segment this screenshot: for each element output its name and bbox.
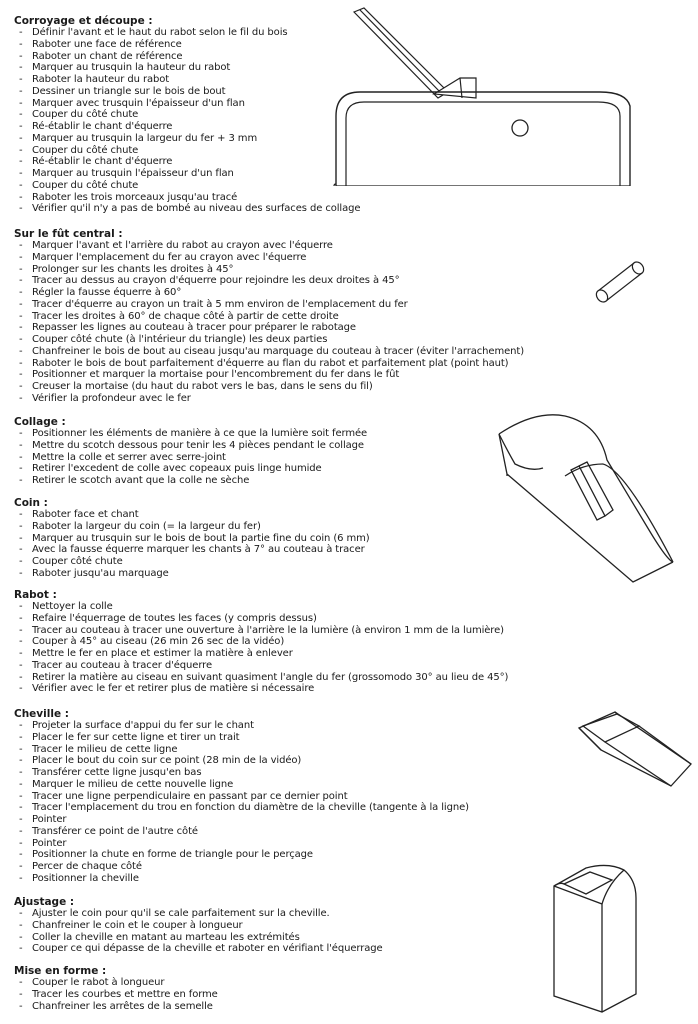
step-text: Raboter la largeur du coin (= la largeur du fer) <box>32 520 261 532</box>
step-item <box>14 556 370 568</box>
bullet-dash: - <box>19 1000 23 1012</box>
step-text: Positionner et marquer la mortaise pour l'encombrement du fer dans le fût <box>32 369 400 381</box>
step-item <box>14 977 218 989</box>
bullet-dash: - <box>19 298 23 310</box>
plane-body-drawing <box>495 410 685 590</box>
step-item <box>14 989 218 1001</box>
bullet-dash: - <box>19 624 23 636</box>
bullet-dash: - <box>19 977 23 988</box>
step-text: Vérifier la profondeur avec le fer <box>32 392 191 404</box>
step-text: Tracer au dessus au crayon d'équerre pour rejoindre les deux droites à 45° <box>32 275 400 287</box>
step-text: Repasser les lignes au couteau à tracer pour préparer le rabotage <box>32 322 356 334</box>
bullet-dash: - <box>19 601 23 612</box>
bullet-dash: - <box>19 814 23 826</box>
bullet-dash: - <box>19 825 23 837</box>
step-text: Coller la cheville en matant au marteau les extrémités <box>32 931 300 943</box>
bullet-dash: - <box>19 251 23 263</box>
step-item <box>14 943 383 955</box>
step-item <box>14 509 370 521</box>
step-item <box>14 826 469 838</box>
step-item <box>14 568 370 580</box>
step-text: Retirer le scotch avant que la colle ne sèche <box>32 475 250 487</box>
bullet-dash: - <box>19 357 23 369</box>
bullet-dash: - <box>19 144 23 156</box>
step-item <box>14 755 469 767</box>
section-title: Mise en forme : <box>14 965 107 977</box>
step-item <box>14 767 469 779</box>
step-item <box>14 156 360 168</box>
bullet-dash: - <box>19 240 23 251</box>
bullet-dash: - <box>19 731 23 743</box>
bullet-dash: - <box>19 334 23 346</box>
step-item <box>14 203 360 215</box>
bullet-dash: - <box>19 659 23 671</box>
step-item <box>14 920 383 932</box>
bullet-dash: - <box>19 931 23 943</box>
step-text: Couper côté chute <box>32 556 123 568</box>
step-text: Chanfreiner le bois de bout au ciseau jusqu'au marquage du couteau à tracer (éviter l'arrachement) <box>32 345 524 357</box>
step-text: Marquer au trusquin sur le bois de bout la partie fine du coin (6 mm) <box>32 532 370 544</box>
section-coin <box>14 497 370 580</box>
bullet-dash: - <box>19 988 23 1000</box>
bullet-dash: - <box>19 287 23 299</box>
step-item <box>14 51 360 63</box>
step-item <box>14 475 367 487</box>
section-ajustage <box>14 896 383 955</box>
bullet-dash: - <box>19 767 23 779</box>
step-text: Retirer l'excedent de colle avec copeaux puis linge humide <box>32 463 322 475</box>
bullet-dash: - <box>19 439 23 451</box>
step-text: Creuser la mortaise (du haut du rabot vers le bas, dans le sens du fil) <box>32 381 373 393</box>
step-text: Marquer le milieu de cette nouvelle ligne <box>32 778 234 790</box>
bullet-dash: - <box>19 121 23 133</box>
bullet-dash: - <box>19 778 23 790</box>
step-item <box>14 39 360 51</box>
step-item <box>14 802 469 814</box>
bullet-dash: - <box>19 50 23 62</box>
bullet-dash: - <box>19 463 23 475</box>
step-text: Nettoyer la colle <box>32 601 113 612</box>
bullet-dash: - <box>19 567 23 579</box>
bullet-dash: - <box>19 544 23 556</box>
bullet-dash: - <box>19 837 23 849</box>
bullet-dash: - <box>19 451 23 463</box>
step-item <box>14 463 367 475</box>
step-text: Tracer au couteau à tracer une ouverture à l'arrière le la lumière (à environ 1 mm de la lumière) <box>32 624 504 636</box>
step-item <box>14 74 360 86</box>
step-item <box>14 533 370 545</box>
dowel-pin-drawing <box>590 255 650 305</box>
wedge-block-drawing <box>550 862 640 1014</box>
step-text: Transférer cette ligne jusqu'en bas <box>32 767 202 779</box>
bullet-dash: - <box>19 509 23 520</box>
step-text: Transférer ce point de l'autre côté <box>32 825 198 837</box>
step-list <box>14 908 383 955</box>
step-item <box>14 252 524 264</box>
step-text: Mettre du scotch dessous pour tenir les 4 pièces pendant le collage <box>32 439 364 451</box>
step-text: Ré-établir le chant d'équerre <box>32 156 173 168</box>
bullet-dash: - <box>19 849 23 861</box>
step-item <box>14 369 524 381</box>
step-text: Tracer le milieu de cette ligne <box>32 743 178 755</box>
bullet-dash: - <box>19 109 23 121</box>
step-text: Chanfreiner les arrêtes de la semelle <box>32 1000 213 1012</box>
step-item <box>14 601 508 613</box>
bullet-dash: - <box>19 179 23 191</box>
bullet-dash: - <box>19 861 23 873</box>
bullet-dash: - <box>19 345 23 357</box>
step-list <box>14 720 469 885</box>
bullet-dash: - <box>19 671 23 683</box>
bullet-dash: - <box>19 428 23 439</box>
section-mise-en-forme <box>14 965 218 1012</box>
step-item <box>14 287 524 299</box>
step-item <box>14 264 524 276</box>
section-collage <box>14 416 367 487</box>
step-text: Tracer au couteau à tracer d'équerre <box>32 659 213 671</box>
step-item <box>14 168 360 180</box>
step-text: Tracer d'équerre au crayon un trait à 5 mm environ de l'emplacement du fer <box>32 298 408 310</box>
step-item <box>14 648 508 660</box>
bullet-dash: - <box>19 27 23 38</box>
bullet-dash: - <box>19 369 23 381</box>
step-item <box>14 393 524 405</box>
bullet-dash: - <box>19 908 23 919</box>
section-title: Sur le fût central : <box>14 228 123 240</box>
step-text: Mettre la colle et serrer avec serre-joint <box>32 451 226 463</box>
section-corroyage <box>14 15 360 215</box>
step-item <box>14 873 469 885</box>
step-text: Raboter jusqu'au marquage <box>32 567 169 579</box>
step-item <box>14 838 469 850</box>
step-item <box>14 334 524 346</box>
section-fut-central <box>14 228 524 405</box>
bullet-dash: - <box>19 790 23 802</box>
step-text: Tracer une ligne perpendiculaire en passant par ce dernier point <box>32 790 348 802</box>
step-item <box>14 192 360 204</box>
step-item <box>14 381 524 393</box>
bullet-dash: - <box>19 636 23 648</box>
section-title: Corroyage et découpe : <box>14 15 153 27</box>
bullet-dash: - <box>19 683 23 695</box>
bullet-dash: - <box>19 132 23 144</box>
step-item <box>14 908 383 920</box>
step-text: Couper à 45° au ciseau (26 min 26 sec de la vidéo) <box>32 636 285 648</box>
step-item <box>14 849 469 861</box>
step-item <box>14 636 508 648</box>
step-text: Raboter le bois de bout parfaitement d'équerre au flan du rabot et parfaitement plat (point haut) <box>32 357 509 369</box>
step-item <box>14 779 469 791</box>
step-text: Tracer l'emplacement du trou en fonction du diamètre de la cheville (tangente à la ligne) <box>32 802 469 814</box>
step-text: Avec la fausse équerre marquer les chants à 7° au couteau à tracer <box>32 544 365 556</box>
step-text: Positionner la chute en forme de triangle pour le perçage <box>32 849 313 861</box>
step-item <box>14 672 508 684</box>
step-text: Retirer la matière au ciseau en suivant quasiment l'angle du fer (grossomodo 30° au lieu de 45°) <box>32 671 509 683</box>
step-text: Marquer au trusquin l'épaisseur d'un flan <box>32 168 234 180</box>
wedge-drawing <box>575 708 693 790</box>
step-text: Raboter face et chant <box>32 509 139 520</box>
step-text: Positionner les éléments de manière à ce que la lumière soit fermée <box>32 428 368 439</box>
bullet-dash: - <box>19 263 23 275</box>
section-title: Cheville : <box>14 708 69 720</box>
bullet-dash: - <box>19 156 23 168</box>
step-text: Vérifier avec le fer et retirer plus de matière si nécessaire <box>32 683 315 695</box>
step-item <box>14 744 469 756</box>
step-text: Raboter les trois morceaux jusqu'au tracé <box>32 191 238 203</box>
step-text: Définir l'avant et le haut du rabot selon le fil du bois <box>32 27 288 38</box>
step-text: Tracer les courbes et mettre en forme <box>32 988 218 1000</box>
step-item <box>14 311 524 323</box>
step-item <box>14 109 360 121</box>
step-item <box>14 275 524 287</box>
step-item <box>14 660 508 672</box>
step-item <box>14 299 524 311</box>
step-item <box>14 27 360 39</box>
step-text: Couper du côté chute <box>32 179 139 191</box>
bullet-dash: - <box>19 74 23 86</box>
step-text: Pointer <box>32 814 67 826</box>
bullet-dash: - <box>19 275 23 287</box>
step-list <box>14 27 360 215</box>
bullet-dash: - <box>19 62 23 74</box>
step-text: Couper du côté chute <box>32 109 139 121</box>
bullet-dash: - <box>19 612 23 624</box>
step-text: Couper côté chute (à l'intérieur du triangle) les deux parties <box>32 334 328 346</box>
step-text: Marquer l'emplacement du fer au crayon avec l'équerre <box>32 251 307 263</box>
step-item <box>14 791 469 803</box>
step-text: Vérifier qu'il n'y a pas de bombé au niveau des surfaces de collage <box>32 203 361 215</box>
step-text: Placer le bout du coin sur ce point (28 min de la vidéo) <box>32 755 302 767</box>
step-text: Raboter un chant de référence <box>32 50 183 62</box>
step-text: Tracer les droites à 60° de chaque côté à partir de cette droite <box>32 310 339 322</box>
step-text: Dessiner un triangle sur le bois de bout <box>32 85 226 97</box>
step-item <box>14 625 508 637</box>
step-text: Marquer au trusquin la hauteur du rabot <box>32 62 231 74</box>
bullet-dash: - <box>19 648 23 660</box>
step-text: Prolonger sur les chants les droites à 45° <box>32 263 234 275</box>
step-list <box>14 601 508 695</box>
step-item <box>14 720 469 732</box>
bullet-dash: - <box>19 743 23 755</box>
step-list <box>14 977 218 1012</box>
bullet-dash: - <box>19 168 23 180</box>
bullet-dash: - <box>19 520 23 532</box>
step-item <box>14 98 360 110</box>
step-text: Percer de chaque côté <box>32 861 142 873</box>
step-item <box>14 86 360 98</box>
bullet-dash: - <box>19 203 23 215</box>
bullet-dash: - <box>19 475 23 487</box>
step-list <box>14 428 367 487</box>
step-item <box>14 62 360 74</box>
step-item <box>14 732 469 744</box>
step-item <box>14 121 360 133</box>
bullet-dash: - <box>19 720 23 731</box>
step-item <box>14 180 360 192</box>
step-item <box>14 683 508 695</box>
section-title: Ajustage : <box>14 896 75 908</box>
step-text: Marquer au trusquin la largeur du fer + 3 mm <box>32 132 258 144</box>
step-item <box>14 145 360 157</box>
step-text: Couper ce qui dépasse de la cheville et raboter en vérifiant l'équerrage <box>32 943 383 955</box>
step-text: Mettre le fer en place et estimer la matière à enlever <box>32 648 293 660</box>
step-item <box>14 1001 218 1013</box>
step-text: Ré-établir le chant d'équerre <box>32 121 173 133</box>
bullet-dash: - <box>19 532 23 544</box>
step-item <box>14 452 367 464</box>
section-title: Coin : <box>14 497 48 509</box>
step-item <box>14 346 524 358</box>
step-item <box>14 133 360 145</box>
step-text: Projeter la surface d'appui du fer sur le chant <box>32 720 254 731</box>
step-item <box>14 428 367 440</box>
bullet-dash: - <box>19 381 23 393</box>
bullet-dash: - <box>19 191 23 203</box>
step-item <box>14 814 469 826</box>
step-text: Couper le rabot à longueur <box>32 977 165 988</box>
bullet-dash: - <box>19 755 23 767</box>
step-text: Marquer avec trusquin l'épaisseur d'un flan <box>32 97 245 109</box>
step-item <box>14 932 383 944</box>
bullet-dash: - <box>19 919 23 931</box>
step-item <box>14 861 469 873</box>
step-text: Pointer <box>32 837 67 849</box>
plane-side-view-drawing <box>330 6 690 186</box>
step-text: Marquer l'avant et l'arrière du rabot au crayon avec l'équerre <box>32 240 333 251</box>
step-list <box>14 240 524 405</box>
bullet-dash: - <box>19 943 23 955</box>
step-text: Régler la fausse équerre à 60° <box>32 287 182 299</box>
step-text: Couper du côté chute <box>32 144 139 156</box>
section-cheville <box>14 708 469 885</box>
section-rabot <box>14 589 508 695</box>
section-title: Rabot : <box>14 589 57 601</box>
bullet-dash: - <box>19 97 23 109</box>
step-text: Refaire l'équerrage de toutes les faces (y compris dessus) <box>32 612 317 624</box>
bullet-dash: - <box>19 322 23 334</box>
step-text: Ajuster le coin pour qu'il se cale parfaitement sur la cheville. <box>32 908 330 919</box>
step-text: Chanfreiner le coin et le couper à longueur <box>32 919 243 931</box>
section-title: Collage : <box>14 416 66 428</box>
step-text: Raboter la hauteur du rabot <box>32 74 170 86</box>
bullet-dash: - <box>19 392 23 404</box>
step-item <box>14 240 524 252</box>
bullet-dash: - <box>19 85 23 97</box>
bullet-dash: - <box>19 802 23 814</box>
step-item <box>14 440 367 452</box>
bullet-dash: - <box>19 556 23 568</box>
step-text: Positionner la cheville <box>32 872 139 884</box>
step-text: Placer le fer sur cette ligne et tirer un trait <box>32 731 240 743</box>
bullet-dash: - <box>19 872 23 884</box>
step-item <box>14 521 370 533</box>
step-item <box>14 613 508 625</box>
step-item <box>14 322 524 334</box>
step-item <box>14 358 524 370</box>
step-text: Raboter une face de référence <box>32 38 182 50</box>
bullet-dash: - <box>19 310 23 322</box>
bullet-dash: - <box>19 38 23 50</box>
step-item <box>14 544 370 556</box>
step-list <box>14 509 370 580</box>
